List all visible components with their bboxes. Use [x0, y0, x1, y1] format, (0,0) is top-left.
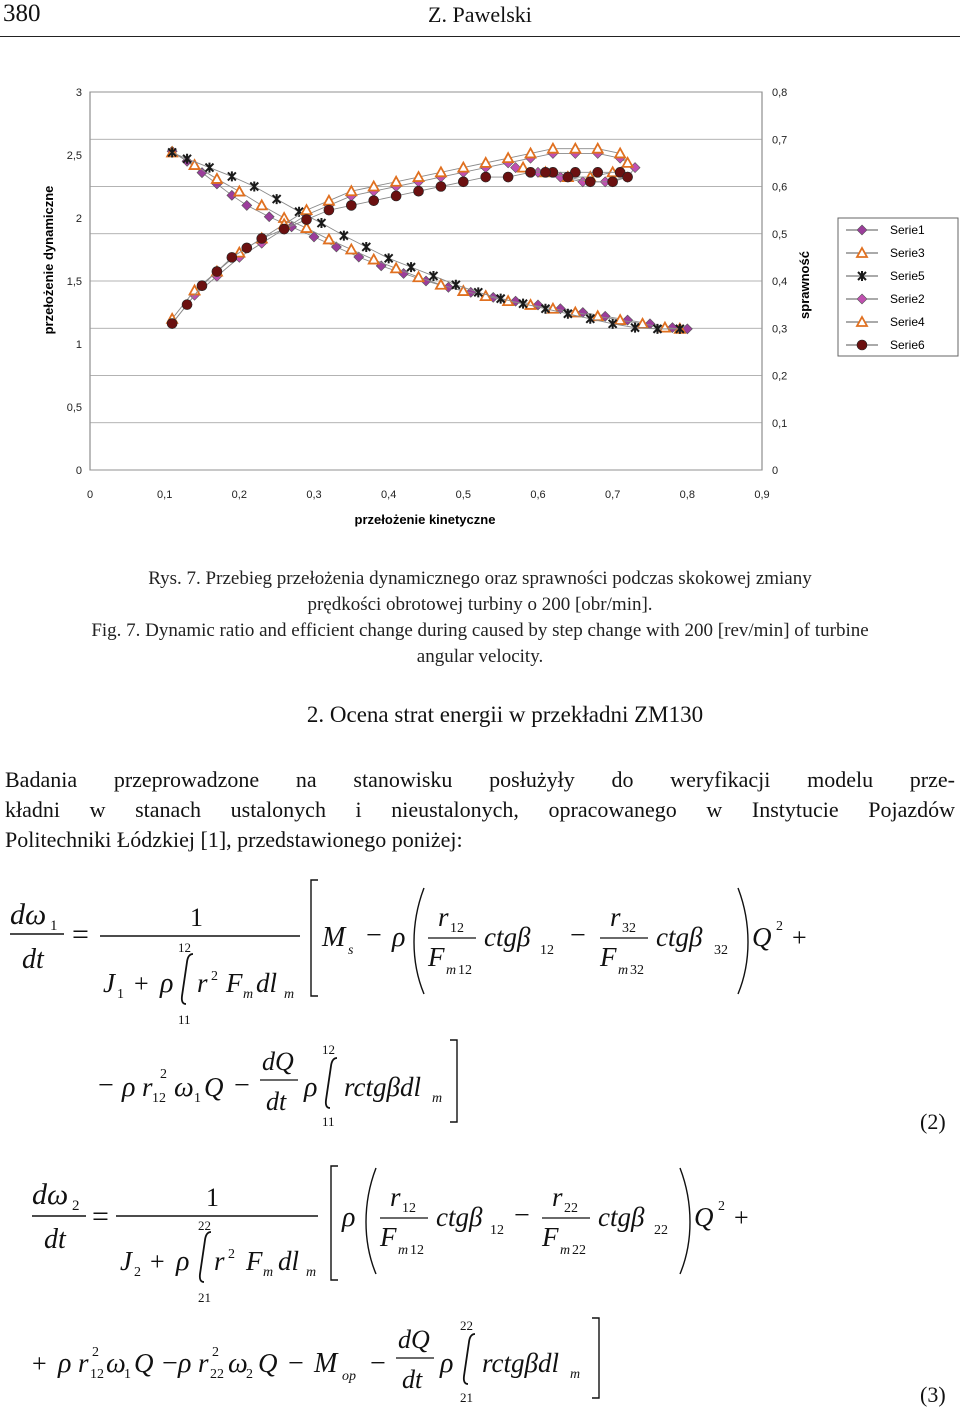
- eq2-Fm32-m: m: [618, 963, 629, 978]
- eq2-plus: +: [134, 969, 149, 998]
- data-point: [257, 233, 267, 243]
- data-point: [608, 177, 618, 187]
- eq3-lower-limit-2: 21: [460, 1390, 473, 1405]
- eq2-ctg32: ctgβ: [656, 922, 703, 952]
- eq2-rho: ρ: [160, 968, 174, 999]
- legend-label: Serie6: [890, 338, 925, 352]
- data-point: [503, 172, 513, 182]
- data-point: [324, 205, 334, 215]
- eq2-F: F: [226, 968, 243, 998]
- data-point: [563, 172, 573, 182]
- x-tick-label: 0,4: [381, 489, 397, 501]
- eq3-one: 1: [206, 1183, 219, 1212]
- page-number: 380: [3, 0, 41, 27]
- section-heading: 2. Ocena strat energii w przekładni ZM130: [306, 702, 704, 727]
- figure-caption-pl-2: prędkości obrotowej turbiny o 200 [obr/min].: [307, 594, 653, 615]
- data-point: [369, 196, 379, 206]
- eq2-Q2: Q: [204, 1072, 224, 1102]
- x-tick-label: 0,7: [605, 489, 621, 501]
- eq3-omega1: ω: [106, 1348, 126, 1379]
- eq3-F: F: [246, 1246, 263, 1276]
- eq2-Fm12: F: [428, 942, 445, 972]
- data-point: [302, 215, 312, 225]
- eq3-ctg22: ctgβ: [598, 1202, 645, 1232]
- eq2-minus: −: [366, 920, 382, 951]
- eq2-minus4: −: [234, 1070, 250, 1101]
- eq3-lower-limit: 21: [198, 1290, 211, 1305]
- eq3-minus: −: [514, 1200, 530, 1231]
- integral-sign-2: [326, 1058, 337, 1108]
- eq3-Fm12-sub: 12: [410, 1243, 424, 1258]
- y-right-tick-label: 0,6: [772, 181, 788, 194]
- data-point: [197, 281, 207, 291]
- x-tick-label: 0,1: [157, 489, 173, 501]
- y-right-tick-labels: [772, 87, 787, 477]
- eq2-minus3: −: [98, 1070, 114, 1101]
- eq3-r22-sub: 22: [564, 1201, 578, 1216]
- data-point: [526, 167, 536, 177]
- eq3-r22b-sq: 2: [212, 1345, 219, 1360]
- eq2-dl: dl: [256, 968, 278, 998]
- eq3-Q-sq: 2: [718, 1199, 725, 1214]
- eq2-ctg12: ctgβ: [484, 922, 531, 952]
- eq3-dt: dt: [44, 1224, 66, 1255]
- eq2-M: M: [322, 922, 346, 953]
- eq3-rho5: ρ: [440, 1348, 454, 1379]
- paragraph-line: Politechniki Łódzkiej [1], przedstawionego poniżej:: [5, 827, 463, 852]
- eq3-rho4: ρ: [178, 1348, 192, 1379]
- eq2-r32-sub: 32: [622, 921, 636, 936]
- x-tick-label: 0,5: [455, 489, 471, 501]
- eq2-dt2: dt: [266, 1087, 287, 1116]
- eq3-equals: =: [92, 1200, 109, 1233]
- eq2-J: J: [103, 968, 115, 998]
- y-right-tick-label: 0,7: [772, 134, 788, 147]
- eq3-Q3: Q: [258, 1348, 278, 1378]
- eq2-F-sub: m: [243, 987, 254, 1002]
- right-bracket-3: [592, 1318, 599, 1398]
- right-bracket: [450, 1040, 457, 1122]
- y-left-tick-label: 3: [75, 87, 82, 99]
- data-point: [212, 267, 222, 277]
- figure-caption-en-1: Fig. 7. Dynamic ratio and efficient change during caused by step change with 200 [rev/min] of turbine: [91, 620, 869, 641]
- eq3-omega2: ω: [228, 1348, 248, 1379]
- eq3-Fm22-sub: 22: [572, 1243, 586, 1258]
- eq3-upper-limit: 22: [198, 1218, 211, 1233]
- eq3-Q2: Q: [134, 1348, 154, 1378]
- eq3-M: M: [314, 1348, 338, 1379]
- eq2-Fm32: F: [600, 942, 617, 972]
- y-right-axis-label: sprawność: [797, 251, 812, 319]
- eq2-J-sub: 1: [117, 987, 124, 1002]
- eq3-omega2-sub: 2: [246, 1367, 253, 1382]
- eq3-ctg12: ctgβ: [436, 1202, 483, 1232]
- eq2-r12b: r: [142, 1072, 153, 1102]
- equation-number-2: (2): [920, 1109, 946, 1134]
- y-left-axis-label: przełożenie dynamiczne: [41, 185, 56, 335]
- eq2-equals: =: [72, 918, 89, 951]
- eq2-rctg: rctgβdl: [344, 1072, 421, 1102]
- data-point: [227, 252, 237, 262]
- data-point: [540, 167, 550, 177]
- eq2-upper-limit-2: 12: [322, 1042, 335, 1057]
- eq2-plus2: +: [792, 923, 807, 952]
- data-point: [436, 182, 446, 192]
- figure-caption-en-2: angular velocity.: [416, 646, 544, 667]
- data-point: [242, 243, 252, 253]
- eq2-lower-limit: 11: [178, 1012, 191, 1027]
- eq2-r12-sub: 12: [450, 921, 464, 936]
- data-point: [346, 200, 356, 210]
- legend-label: Serie3: [890, 246, 925, 260]
- eq2-Fm32-sub: 32: [630, 963, 644, 978]
- left-paren: [414, 888, 424, 994]
- y-right-tick-label: 0: [772, 465, 779, 477]
- equation-number-3: (3): [920, 1382, 946, 1407]
- eq2-M-sub: s: [348, 943, 354, 958]
- eq3-rho2: ρ: [342, 1202, 356, 1233]
- legend-label: Serie5: [890, 269, 925, 283]
- y-left-tick-label: 2,5: [66, 150, 82, 162]
- x-tick-label: 0,9: [754, 489, 770, 501]
- data-point: [623, 172, 633, 182]
- y-right-tick-label: 0,8: [772, 87, 788, 99]
- y-left-tick-label: 1: [75, 339, 82, 351]
- eq2-r32: r: [610, 902, 621, 932]
- eq2-ctg32-sub: 32: [714, 943, 728, 958]
- eq2-r: r: [197, 968, 208, 998]
- data-point: [414, 186, 424, 196]
- eq2-domega: dω: [10, 898, 47, 931]
- eq3-r12b: r: [78, 1348, 89, 1378]
- eq2-r12b-sub: 12: [152, 1091, 166, 1106]
- eq3-J-sub: 2: [134, 1265, 141, 1280]
- eq3-dl: dl: [278, 1246, 300, 1276]
- eq3-dQ: dQ: [398, 1325, 430, 1354]
- eq3-ctg12-sub: 12: [490, 1223, 504, 1238]
- y-right-tick-label: 0,1: [772, 417, 788, 430]
- efficiency-ratio-chart: [0, 70, 960, 530]
- eq3-Q: Q: [694, 1202, 714, 1232]
- eq2-lower-limit-2: 11: [322, 1114, 335, 1129]
- right-paren-3: [680, 1168, 690, 1274]
- y-right-tick-label: 0,2: [772, 370, 788, 383]
- equations-block: [0, 870, 960, 1413]
- eq3-rctg-sub: m: [570, 1367, 581, 1382]
- eq3-minus4: −: [370, 1348, 386, 1379]
- eq2-dl-sub: m: [284, 987, 295, 1002]
- eq2-r12: r: [438, 902, 449, 932]
- y-left-tick-label: 1,5: [66, 276, 82, 288]
- eq2-Fm12-sub: 12: [458, 963, 472, 978]
- integral-sign-4: [464, 1334, 475, 1384]
- x-tick-label: 0,8: [679, 489, 695, 501]
- data-point: [593, 167, 603, 177]
- x-tick-label: 0: [86, 489, 94, 501]
- equation-2: [10, 880, 807, 1129]
- eq2-Q-sq: 2: [776, 919, 783, 934]
- paragraph-line: Badania przeprowadzone na stanowisku posłużyły do weryfikacji modelu prze-: [5, 767, 955, 792]
- legend: [838, 218, 958, 356]
- data-point: [167, 319, 177, 329]
- eq3-r12b-sq: 2: [92, 1345, 99, 1360]
- eq2-sub: 1: [50, 918, 58, 934]
- eq2-dQ: dQ: [262, 1047, 294, 1076]
- eq3-ctg22-sub: 22: [654, 1223, 668, 1238]
- eq2-rho3: ρ: [122, 1072, 136, 1103]
- y-right-tick-label: 0,4: [772, 276, 788, 288]
- figure-caption-pl-1: Rys. 7. Przebieg przełożenia dynamicznego oraz sprawności podczas skokowej zmiany: [148, 568, 812, 589]
- data-point: [458, 177, 468, 187]
- x-tick-label: 0,6: [530, 489, 546, 501]
- eq3-dl-sub: m: [306, 1265, 317, 1280]
- eq3-plus3: +: [32, 1349, 47, 1378]
- eq2-rho2: ρ: [392, 922, 406, 953]
- eq3-minus3: −: [288, 1348, 304, 1379]
- eq3-Fm22: F: [542, 1222, 559, 1252]
- eq3-r22b: r: [198, 1348, 209, 1378]
- equation-3: [32, 1166, 749, 1405]
- eq2-dt: dt: [22, 944, 44, 975]
- eq3-r22: r: [552, 1182, 563, 1212]
- eq3-upper-limit-2: 22: [460, 1318, 473, 1333]
- eq3-dt2: dt: [402, 1365, 423, 1394]
- y-right-tick-label: 0,5: [772, 228, 788, 241]
- page-header: [0, 0, 960, 37]
- data-point: [391, 191, 401, 201]
- x-tick-label: 0,2: [231, 489, 247, 501]
- eq3-rho: ρ: [176, 1246, 190, 1277]
- eq3-F-sub: m: [263, 1265, 274, 1280]
- eq3-Fm12: F: [380, 1222, 397, 1252]
- eq2-omega: ω: [174, 1072, 194, 1103]
- y-right-tick-label: 0,3: [772, 323, 788, 336]
- integral-sign-3: [200, 1232, 211, 1282]
- left-bracket-3: [331, 1166, 338, 1280]
- eq3-r: r: [214, 1246, 225, 1276]
- legend-marker: [857, 340, 867, 350]
- eq2-one: 1: [190, 903, 203, 932]
- x-tick-label: 0,3: [306, 489, 322, 501]
- data-point: [585, 177, 595, 187]
- eq2-Fm12-m: m: [446, 963, 457, 978]
- legend-label: Serie1: [890, 223, 925, 237]
- y-left-tick-label: 0: [75, 465, 82, 477]
- eq2-r-sq: 2: [211, 969, 218, 984]
- eq3-plus: +: [150, 1247, 165, 1276]
- x-axis-label: przełożenie kinetyczne: [354, 512, 496, 527]
- eq3-Fm22-m: m: [560, 1243, 571, 1258]
- eq3-r12b-sub: 12: [90, 1367, 104, 1382]
- eq3-rctg: rctgβdl: [482, 1348, 559, 1378]
- eq2-rho4: ρ: [304, 1072, 318, 1103]
- eq3-M-sub: op: [342, 1369, 356, 1384]
- body-paragraph: [5, 765, 955, 855]
- legend-label: Serie4: [890, 315, 925, 329]
- eq3-sub: 2: [72, 1198, 80, 1214]
- eq2-minus2: −: [570, 920, 586, 951]
- eq2-upper-limit: 12: [178, 940, 191, 955]
- data-point: [279, 224, 289, 234]
- eq2-omega-sub: 1: [194, 1091, 201, 1106]
- eq3-r12: r: [390, 1182, 401, 1212]
- eq3-r22b-sub: 22: [210, 1367, 224, 1382]
- eq3-omega1-sub: 1: [124, 1367, 131, 1382]
- eq2-ctg12-sub: 12: [540, 943, 554, 958]
- legend-label: Serie2: [890, 292, 925, 306]
- left-paren-3: [366, 1168, 376, 1274]
- data-point: [481, 172, 491, 182]
- x-tick-labels: [87, 489, 770, 501]
- eq3-rho3: ρ: [58, 1348, 72, 1379]
- eq3-r12-sub: 12: [402, 1201, 416, 1216]
- left-bracket: [311, 880, 318, 996]
- eq3-plus2: +: [734, 1203, 749, 1232]
- y-left-tick-label: 0,5: [66, 402, 82, 414]
- eq3-J: J: [120, 1246, 132, 1276]
- eq2-rctg-sub: m: [432, 1091, 443, 1106]
- data-point: [182, 300, 192, 310]
- y-left-tick-label: 2: [75, 213, 82, 225]
- eq3-minus2: −: [162, 1348, 178, 1379]
- paragraph-line: kładni w stanach ustalonych i nieustalonych, opracowanego w Instytucie Pojazdów: [5, 797, 955, 822]
- eq3-domega: dω: [32, 1178, 69, 1211]
- eq2-r12b-sq: 2: [160, 1067, 167, 1082]
- y-left-tick-labels: [67, 87, 82, 477]
- running-author: Z. Pawelski: [428, 2, 532, 27]
- eq3-Fm12-m: m: [398, 1243, 409, 1258]
- right-paren: [738, 888, 748, 994]
- integral-sign: [182, 954, 193, 1004]
- eq2-Q: Q: [752, 922, 772, 952]
- legend-box: [838, 218, 958, 356]
- eq3-r-sq: 2: [228, 1247, 235, 1262]
